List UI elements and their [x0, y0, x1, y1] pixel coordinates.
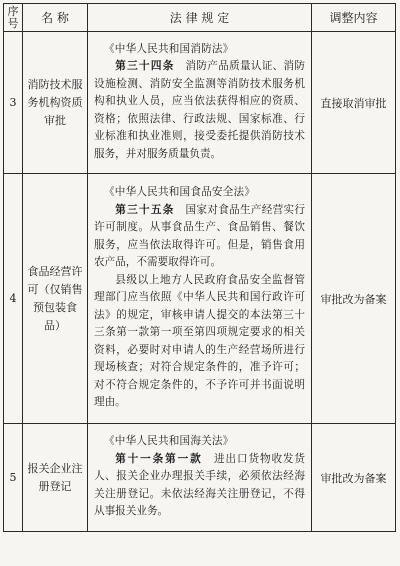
adjustment: 直接取消审批: [312, 32, 396, 174]
header-name: 名 称: [23, 4, 88, 32]
law-provision: [88, 32, 312, 174]
table-row: [4, 424, 396, 532]
header-adjust: 调整内容: [312, 4, 396, 32]
article-text: 进出口货物收发货人、报关企业办理报关手续，必须依法经海关注册登记。未依法经海关注册登记，不得从事报关业务。: [94, 452, 306, 518]
table-row: [4, 174, 396, 424]
header-no: 序号: [4, 4, 23, 32]
law-paragraph: [94, 451, 305, 521]
article-text: 国家对食品生产经营实行许可制度。从事食品生产、食品销售、餐饮服务，应当依法取得许可。但是，销售食用农产品，不需要取得许可。: [94, 203, 306, 269]
header-row: [4, 4, 396, 32]
law-title: 《中华人民共和国食品安全法》: [104, 186, 256, 199]
row-number: 3: [4, 32, 23, 174]
header-law: 法 律 规 定: [88, 4, 312, 32]
item-name: 食品经营许可（仅销售预包装食品）: [23, 174, 88, 424]
law-paragraph: 县级以上地方人民政府食品安全监督管理部门应当依照《中华人民共和国行政许可法》的规定，审核申请人提交的本法第三十三条第一款第一项至第四项规定要求的相关资料，必要时对申请人的生产经营场所进行现场核查；对符合规定条件的，准予许可；对不符合规定条件的，不予许可并书面说明理由。: [94, 273, 305, 409]
law-table: [3, 3, 396, 532]
table-row: [4, 32, 396, 174]
article-number: 第三十五条: [115, 203, 175, 216]
law-paragraph: [94, 202, 305, 272]
article-number: 第三十四条: [115, 60, 175, 73]
article-text: 消防产品质量认证、消防设施检测、消防安全监测等消防技术服务机构和执业人员，应当依法获得相应的资质、资格；依照法律、行政法规、国家标准、行业标准和执业准则，接受委托提供消防技术服务，并对服务质量负责。: [94, 60, 306, 160]
law-paragraph: [94, 58, 305, 163]
law-provision: [88, 174, 312, 424]
item-name: 消防技术服务机构资质审批: [23, 32, 88, 174]
law-title: 《中华人民共和国海关法》: [104, 435, 234, 448]
law-provision: [88, 424, 312, 532]
article-number: 第十一条第一款: [115, 452, 203, 465]
law-title: 《中华人民共和国消防法》: [104, 42, 234, 55]
adjustment: 审批改为备案: [312, 174, 396, 424]
item-name: 报关企业注册登记: [23, 424, 88, 532]
adjustment: 审批改为备案: [312, 424, 396, 532]
row-number: 4: [4, 174, 23, 424]
row-number: 5: [4, 424, 23, 532]
